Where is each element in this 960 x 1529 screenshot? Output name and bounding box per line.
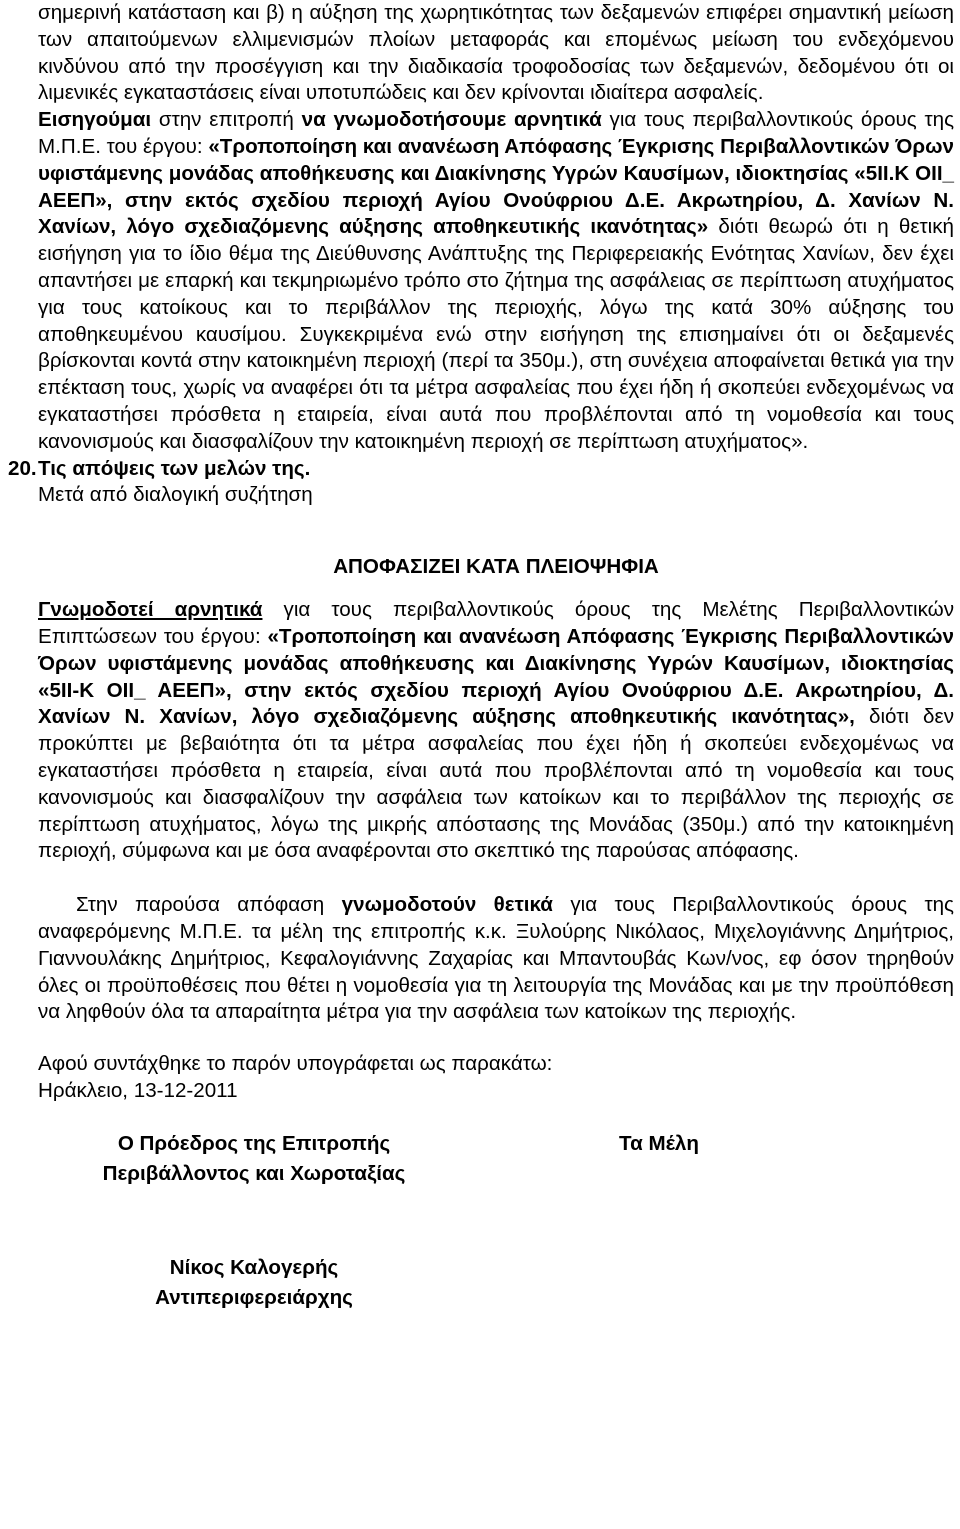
- president-title-line-2: Περιβάλλοντος και Χωροταξίας: [102, 1161, 406, 1185]
- dissent-text-2: για τους Περιβαλλοντικούς όρους της αναφερόμενης Μ.Π.Ε. τα μέλη της επιτροπής κ.κ. Ξυλούρης Νικόλαος, Μιχελογιάννης Δημήτριος, Γιαννουλάκης Δημήτριος, Κεφαλογιάννης Ζαχαρίας και Μπαντουβάς Κων/νος, εφ όσον τηρηθούν όλες οι προϋποθέσεις που θέτει η νομοθεσία για τη λειτουργία της Μονάδας και με την προϋπόθεση να ληφθούν όλα τα απαραίτητα μέτρα για την ασφάλεια των κατοίκων της περιοχής.: [38, 893, 954, 1024]
- closing-statement: Αφού συντάχθηκε το παρόν υπογράφεται ως παρακάτω:: [38, 1052, 553, 1076]
- president-title-line-1: Ο Πρόεδρος της Επιτροπής: [117, 1131, 391, 1155]
- place-date: Ηράκλειο, 13-12-2011: [38, 1078, 238, 1102]
- decision-heading: ΑΠΟΦΑΣΙΖΕΙ ΚΑΤΑ ΠΛΕΙΟΨΗΦΙΑ: [333, 555, 659, 579]
- decision-project-title: «Τροποποίηση και ανανέωση Απόφασης Έγκρισης Περιβαλλοντικών Όρων υφιστάμενης μονάδας αποθήκευσης και Διακίνησης Υγρών Καυσίμων, ιδιοκτησίας «5ΙΙ-Κ ΟΙΙ_ ΑΕΕΠ», στην εκτός σχεδίου περιοχή Αγίου Ονούφριου Δ.Ε. Ακρωτηρίου, Δ. Χανίων Ν. Χανίων, λόγο σχεδιαζόμενης αύξησης αποθηκευτικής ικανότητας»,: [38, 624, 954, 729]
- agenda-item-title: Τις απόψεις των μελών της.: [38, 456, 311, 480]
- discussion-note: Μετά από διαλογική συζήτηση: [38, 483, 313, 507]
- recommendation-text-2: για τους περιβαλλοντικούς όρους της Μ.Π.Ε. του έργου:: [38, 108, 954, 158]
- paragraph-continuation: [38, 0, 954, 107]
- signatory-role: Αντιπεριφερειάρχης: [155, 1285, 353, 1309]
- paragraph-recommendation: [38, 107, 954, 455]
- recommendation-lead: Εισηγούμαι: [38, 108, 152, 132]
- signatory: [68, 1253, 440, 1313]
- paragraph-text: σημερινή κατάσταση και β) η αύξηση της χωρητικότητας των δεξαμενών επιφέρει σημαντική μείωση των απαιτούμενων ελλιμενισμών πλοίων μεταφοράς και επομένως μείωση του ενδεχόμενου κινδύνου από την προσέγγιση και την διαδικασία τροφοδοσίας των δεξαμενών, δεδομένου ότι οι λιμενικές εγκαταστάσεις είναι υποτυπώδεις και δεν κρίνονται ιδιαίτερα ασφαλείς.: [38, 1, 954, 105]
- dissent-verdict: γνωμοδοτούν θετικά: [341, 893, 553, 917]
- decision-reasoning: διότι δεν προκύπτει με βεβαιότητα ότι τα μέτρα ασφαλείας που έχει ήδη ή σκοπεύει ενδεχομένως να εγκαταστήσει πρόσθετα η εταιρεία, είναι αυτά που προβλέπονται από τη νομοθεσία και τους κανονισμούς και διασφαλίζουν την ασφάλεια των κατοίκων και το περιβάλλον της περιοχής σε περίπτωση ατυχήματος, λόγω της μικρής απόστασης της Μονάδας (350μ.) από την κατοικημένη περιοχή, σύμφωνα και με όσα αναφέρονται στο σκεπτικό της παρούσας απόφασης.: [38, 705, 954, 863]
- signature-block: [38, 1129, 954, 1379]
- president-signature-title: [68, 1129, 440, 1189]
- decision-verdict: Γνωμοδοτεί αρνητικά: [38, 598, 263, 622]
- recommendation-text-1: στην επιτροπή: [151, 108, 302, 132]
- recommendation-reasoning: διότι θεωρώ ότι η θετική εισήγηση για το ίδιο θέμα της Διεύθυνσης Ανάπτυξης της Περιφερειακής Ενότητας Χανίων, δεν έχει απαντήσει με επαρκή και τεκμηριωμένο τρόπο στο ζήτημα της ασφάλειας σε περίπτωση ατυχήματος για τους κατοίκους και το περιβάλλον της περιοχής, λόγω της κατά 30% αύξησης του αποθηκευμένου καυσίμου. Συγκεκριμένα ενώ στην εισήγηση της επισημαίνει ότι οι δεξαμενές βρίσκονται κοντά στην κατοικημένη περιοχή (περί τα 350μ.), στη συνέχεια αποφαίνεται θετικά για την επέκταση τους, χωρίς να αναφέρει ότι τα μέτρα ασφαλείας που έχει ήδη ή σκοπεύει ενδεχομένως να εγκαταστήσει πρόσθετα η εταιρεία, είναι αυτά που προβλέπονται από τη νομοθεσία και τους κανονισμούς και διασφαλίζουν την κατοικημένη περιοχή σε περίπτωση ατυχήματος».: [38, 215, 954, 453]
- project-title: «Τροποποίηση και ανανέωση Απόφασης Έγκρισης Περιβαλλοντικών Όρων υφιστάμενης μονάδας αποθήκευσης και Διακίνησης Υγρών Καυσίμων, ιδιοκτησίας «5ΙΙ.Κ ΟΙΙ_ ΑΕΕΠ», στην εκτός σχεδίου περιοχή Αγίου Ονούφριου Δ.Ε. Ακρωτηρίου, Δ. Χανίων Ν. Χανίων, λόγο σχεδιαζόμενης αύξησης αποθηκευτικής ικανότητας»: [38, 134, 954, 239]
- paragraph-dissent: [38, 892, 954, 1026]
- recommendation-verdict: να γνωμοδοτήσουμε αρνητικά: [301, 108, 602, 132]
- decision-text-1: για τους περιβαλλοντικούς όρους της Μελέτης Περιβαλλοντικών Επιπτώσεων του έργου:: [38, 598, 954, 648]
- paragraph-decision: [38, 597, 954, 865]
- members-signature-title: Τα Μέλη: [619, 1131, 699, 1155]
- agenda-item-number: 20.: [8, 456, 37, 480]
- dissent-text-1: Στην παρούσα απόφαση: [76, 893, 342, 917]
- signatory-name: Νίκος Καλογερής: [169, 1255, 339, 1279]
- agenda-item-20: [8, 456, 954, 483]
